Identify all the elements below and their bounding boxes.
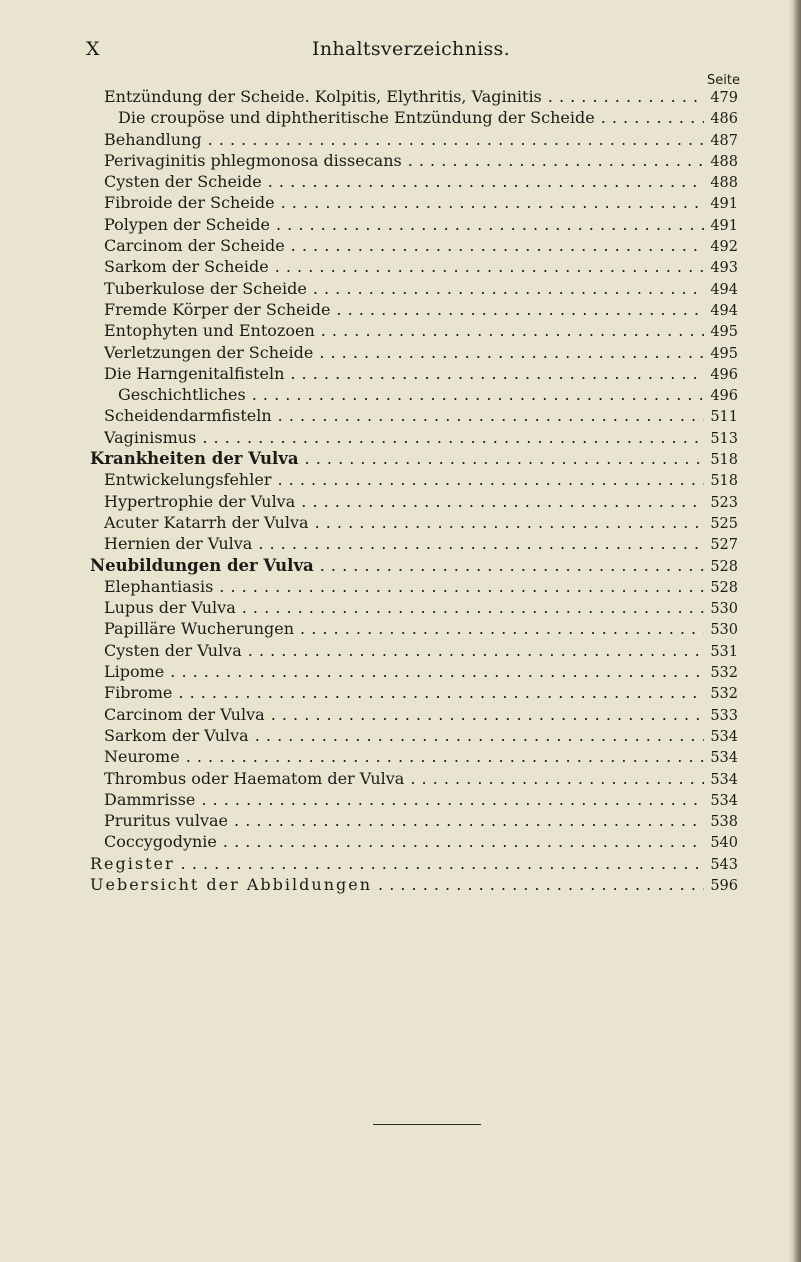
toc-entry [90,214,738,235]
toc-leader-dots [252,384,704,405]
toc-entry [90,320,738,341]
toc-entry [90,768,738,789]
toc-entry-label: Vaginismus [104,427,197,447]
column-label-seite: Seite [707,73,740,88]
toc-entry-page: 543 [710,856,738,873]
toc-entry-page: 528 [710,558,738,575]
toc-entry-page: 488 [710,175,738,192]
toc-entry-page: 518 [710,473,738,490]
toc-leader-dots [548,86,704,107]
toc-entry-label: Register [90,853,175,873]
toc-entry-page: 532 [710,665,738,682]
toc-entry-label: Geschichtliches [118,385,246,405]
toc-entry [90,299,738,320]
toc-entry-label: Fibrome [104,683,173,703]
toc-entry-page: 495 [710,345,738,362]
toc-leader-dots [275,256,704,277]
toc-entry-label: Neurome [104,747,180,767]
toc-leader-dots [305,448,704,469]
toc-entry [90,597,738,618]
toc-leader-dots [315,512,704,533]
toc-entry-page: 532 [710,686,738,703]
toc-entry [90,384,738,405]
toc-entry-label: Sarkom der Scheide [104,257,269,277]
page-header [86,38,736,68]
toc-entry-page: 538 [710,814,738,831]
toc-entry [90,150,738,171]
toc-entry-label: Cysten der Scheide [104,172,262,192]
toc-entry-label: Neubildungen der Vulva [90,555,314,575]
toc-leader-dots [300,618,704,639]
table-of-contents [90,86,738,895]
toc-entry-label: Fremde Körper der Scheide [104,299,331,319]
toc-entry [90,469,738,490]
toc-entry [90,831,738,852]
toc-entry-label: Verletzungen der Scheide [104,342,314,362]
toc-leader-dots [178,682,704,703]
toc-entry-page: 531 [710,643,738,660]
toc-entry-label: Elephantiasis [104,576,214,596]
toc-entry-label: Hypertrophie der Vulva [104,491,296,511]
toc-entry [90,405,738,426]
toc-leader-dots [181,853,704,874]
toc-leader-dots [408,150,704,171]
toc-leader-dots [301,491,704,512]
toc-leader-dots [208,129,704,150]
toc-leader-dots [223,831,704,852]
toc-entry-label: Thrombus oder Haematom der Vulva [104,768,405,788]
toc-entry-page: 530 [710,622,738,639]
toc-entry-label: Acuter Katarrh der Vulva [104,512,309,532]
toc-entry-page: 487 [710,132,738,149]
toc-leader-dots [378,874,704,895]
toc-entry-page: 530 [710,601,738,618]
toc-entry-page: 527 [710,537,738,554]
toc-entry [90,640,738,661]
toc-entry [90,448,738,469]
closing-rule [373,1124,481,1125]
toc-leader-dots [219,576,704,597]
toc-entry [90,192,738,213]
toc-entry [90,789,738,810]
toc-leader-dots [321,320,704,341]
toc-entry [90,256,738,277]
toc-entry-label: Entwickelungsfehler [104,470,272,490]
toc-entry [90,427,738,448]
toc-entry-page: 540 [710,835,738,852]
toc-leader-dots [291,235,704,256]
toc-leader-dots [202,427,704,448]
toc-entry [90,661,738,682]
toc-entry-page: 513 [710,430,738,447]
toc-entry-label: Hernien der Vulva [104,534,253,554]
toc-entry-label: Lipome [104,662,165,682]
toc-entry [90,555,738,576]
toc-entry-label: Scheidendarmfisteln [104,406,272,426]
page-title: Inhaltsverzeichniss. [312,38,510,60]
toc-entry [90,704,738,725]
toc-leader-dots [271,704,704,725]
toc-entry [90,491,738,512]
toc-entry-label: Lupus der Vulva [104,598,236,618]
toc-entry [90,129,738,150]
toc-entry-label: Uebersicht der Abbildungen [90,874,373,894]
toc-entry-label: Carcinom der Vulva [104,704,265,724]
toc-leader-dots [410,768,704,789]
toc-entry-label: Coccygodynie [104,832,217,852]
toc-leader-dots [281,192,704,213]
toc-entry-page: 534 [710,750,738,767]
toc-leader-dots [201,789,704,810]
page-number: X [86,38,100,60]
toc-leader-dots [336,299,704,320]
toc-entry [90,86,738,107]
toc-entry-page: 494 [710,281,738,298]
toc-entry [90,576,738,597]
toc-entry-label: Carcinom der Scheide [104,236,285,256]
toc-entry-page: 491 [710,196,738,213]
toc-leader-dots [255,725,704,746]
toc-entry-label: Dammrisse [104,789,196,809]
toc-entry [90,363,738,384]
toc-leader-dots [234,810,704,831]
toc-leader-dots [258,533,704,554]
toc-entry-label: Entophyten und Entozoen [104,321,315,341]
toc-entry-page: 488 [710,153,738,170]
toc-entry-page: 479 [710,90,738,106]
toc-entry [90,107,738,128]
toc-entry-page: 596 [710,877,738,894]
page-edge [787,0,801,1262]
toc-leader-dots [248,640,704,661]
toc-leader-dots [320,555,704,576]
toc-entry-page: 486 [710,111,738,128]
toc-entry-label: Cysten der Vulva [104,640,242,660]
toc-entry-page: 525 [710,515,738,532]
toc-entry-label: Pruritus vulvae [104,811,229,831]
toc-entry-page: 518 [710,452,738,469]
toc-entry-page: 511 [710,409,738,426]
toc-entry-label: Die Harngenitalfisteln [104,363,285,383]
toc-entry [90,171,738,192]
toc-entry [90,278,738,299]
toc-entry-label: Papilläre Wucherungen [104,619,295,639]
toc-leader-dots [276,214,704,235]
toc-entry [90,235,738,256]
toc-entry-label: Sarkom der Vulva [104,725,249,745]
toc-entry-label: Fibroide der Scheide [104,193,275,213]
toc-leader-dots [277,469,704,490]
toc-entry-page: 523 [710,494,738,511]
toc-entry-label: Die croupöse und diphtheritische Entzündung der Scheide [118,108,595,128]
toc-entry-page: 494 [710,302,738,319]
toc-entry-label: Polypen der Scheide [104,214,270,234]
toc-entry-page: 496 [710,366,738,383]
toc-entry-page: 533 [710,707,738,724]
toc-entry-page: 492 [710,239,738,256]
toc-entry-page: 534 [710,792,738,809]
toc-entry-page: 496 [710,388,738,405]
toc-entry [90,512,738,533]
toc-leader-dots [290,363,704,384]
toc-entry [90,533,738,554]
toc-entry-page: 534 [710,771,738,788]
toc-entry-label: Krankheiten der Vulva [90,449,299,469]
toc-entry [90,725,738,746]
toc-entry-page: 528 [710,579,738,596]
toc-entry-label: Behandlung [104,129,202,149]
toc-entry-page: 491 [710,217,738,234]
toc-entry [90,874,738,895]
toc-entry [90,853,738,874]
toc-leader-dots [313,278,704,299]
toc-entry-label: Perivaginitis phlegmonosa dissecans [104,150,402,170]
toc-entry [90,810,738,831]
toc-leader-dots [186,746,704,767]
toc-entry-page: 495 [710,324,738,341]
toc-entry-label: Tuberkulose der Scheide [104,278,307,298]
toc-entry-page: 534 [710,728,738,745]
toc-entry-page: 493 [710,260,738,277]
toc-entry [90,682,738,703]
toc-entry-label: Entzündung der Scheide. Kolpitis, Elythritis, Vaginitis [104,87,542,106]
toc-entry [90,746,738,767]
toc-leader-dots [319,342,704,363]
toc-leader-dots [278,405,704,426]
toc-entry [90,618,738,639]
toc-leader-dots [170,661,704,682]
toc-leader-dots [268,171,704,192]
toc-leader-dots [242,597,704,618]
toc-entry [90,342,738,363]
toc-leader-dots [601,107,704,128]
